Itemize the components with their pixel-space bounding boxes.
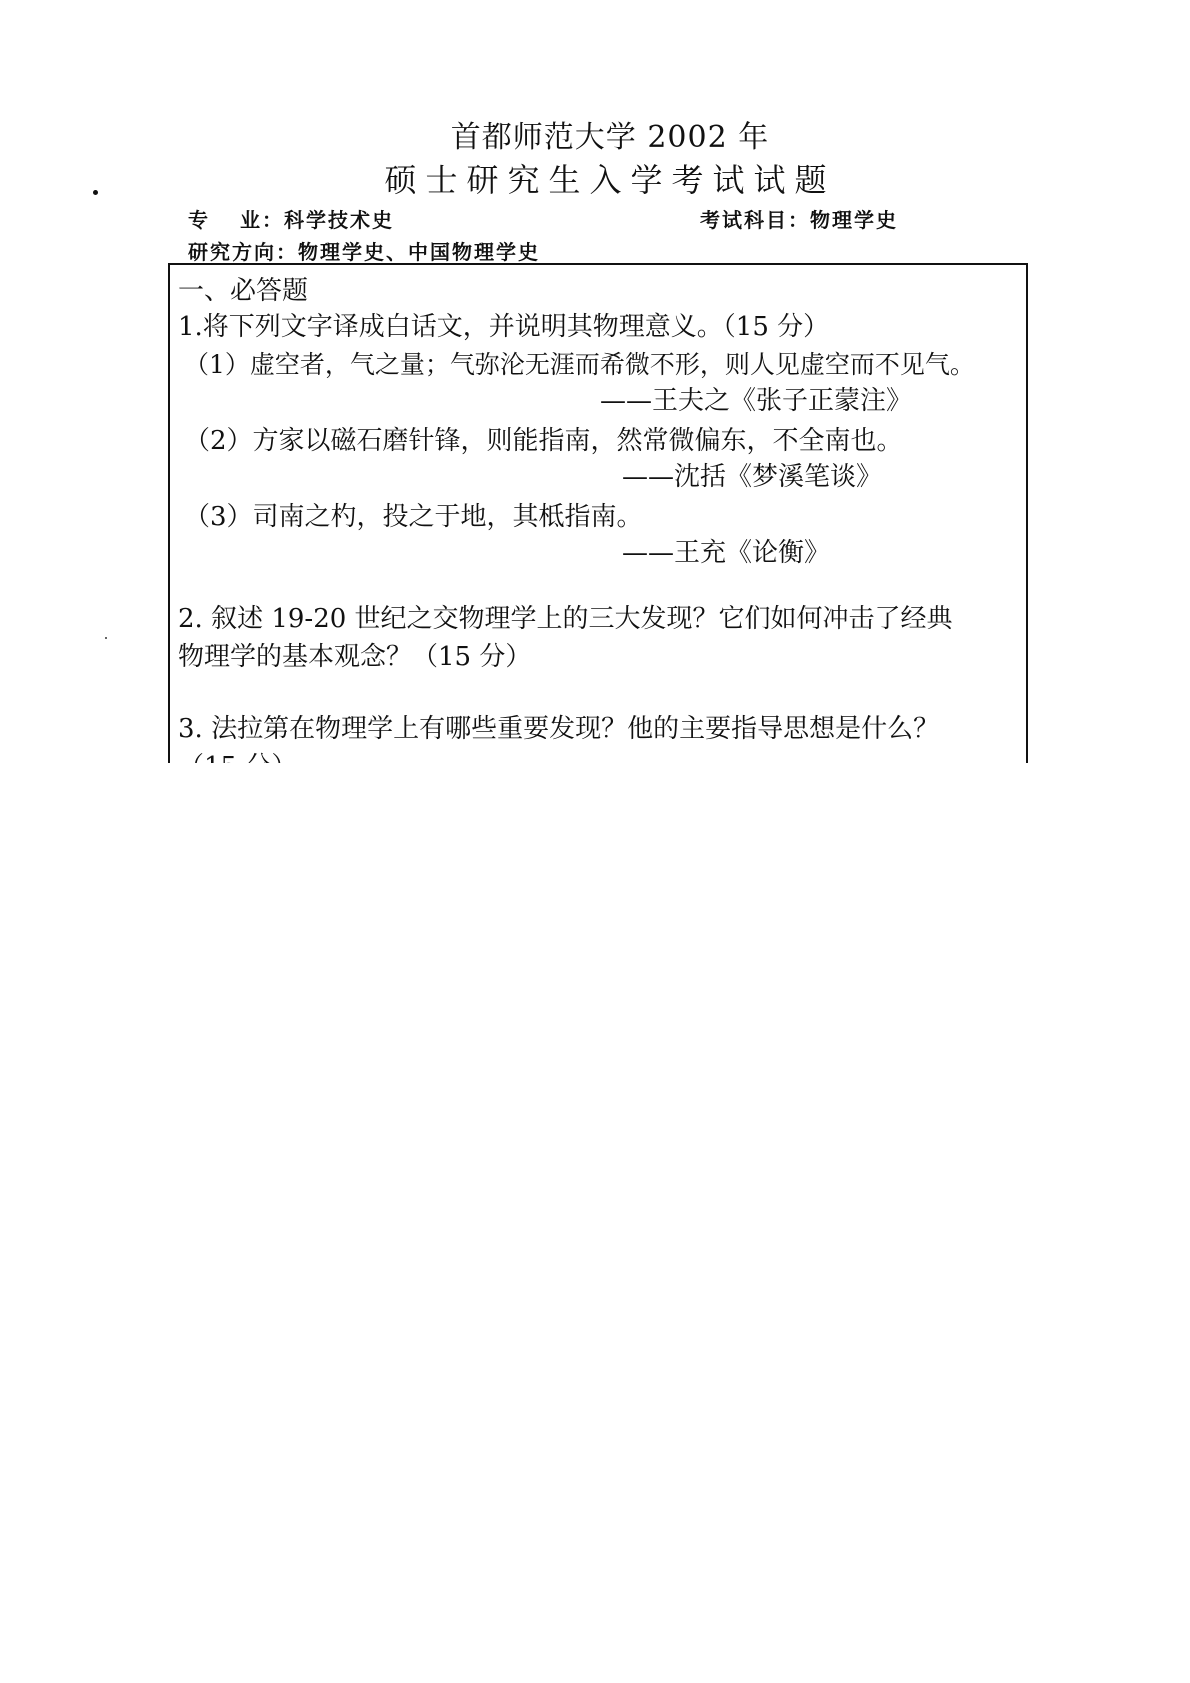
direction-value: 物理学史、中国物理学史 xyxy=(298,240,540,264)
question-2-line-1: 2. 叙述 19-20 世纪之交物理学上的三大发现？它们如何冲击了经典 xyxy=(178,604,953,634)
exam-title: 硕士研究生入学考试试题 xyxy=(384,161,836,199)
question-1-item-3-source: ——王充《论衡》 xyxy=(622,538,831,568)
question-1-item-3: （3）司南之杓，投之于地，其柢指南。 xyxy=(184,502,643,532)
scan-artifact-speck xyxy=(105,637,107,639)
subject-line xyxy=(700,204,898,233)
major-label: 专 xyxy=(188,208,210,232)
scan-artifact-dot xyxy=(93,190,98,195)
direction-line xyxy=(188,236,540,265)
question-1-item-1: （1）虚空者，气之量；气弥沦无涯而希微不形，则人见虚空而不见气。 xyxy=(184,350,975,379)
major-line xyxy=(188,204,394,233)
question-1-item-2-source: ——沈括《梦溪笔谈》 xyxy=(622,462,883,492)
subject-value: 物理学史 xyxy=(810,208,898,232)
question-2-line-2: 物理学的基本观念？（15 分） xyxy=(178,642,532,672)
blank-lower-page xyxy=(0,763,1190,1683)
question-1-item-1-source: ——王夫之《张子正蒙注》 xyxy=(600,386,913,416)
section-title: 一、必答题 xyxy=(178,276,309,306)
question-1: 1.将下列文字译成白话文，并说明其物理意义。（15 分） xyxy=(178,312,830,342)
major-label-suffix: 业： xyxy=(240,208,284,232)
question-box xyxy=(168,263,1028,763)
question-1-item-2: （2）方家以磁石磨针锋，则能指南，然常微偏东，不全南也。 xyxy=(184,426,903,456)
university-year-heading: 首都师范大学 2002 年 xyxy=(450,120,770,155)
question-3-line-1: 3. 法拉第在物理学上有哪些重要发现？他的主要指导思想是什么？ xyxy=(178,714,940,744)
direction-label: 研究方向： xyxy=(188,240,298,264)
major-value: 科学技术史 xyxy=(284,208,394,232)
subject-label: 考试科目： xyxy=(700,208,810,232)
